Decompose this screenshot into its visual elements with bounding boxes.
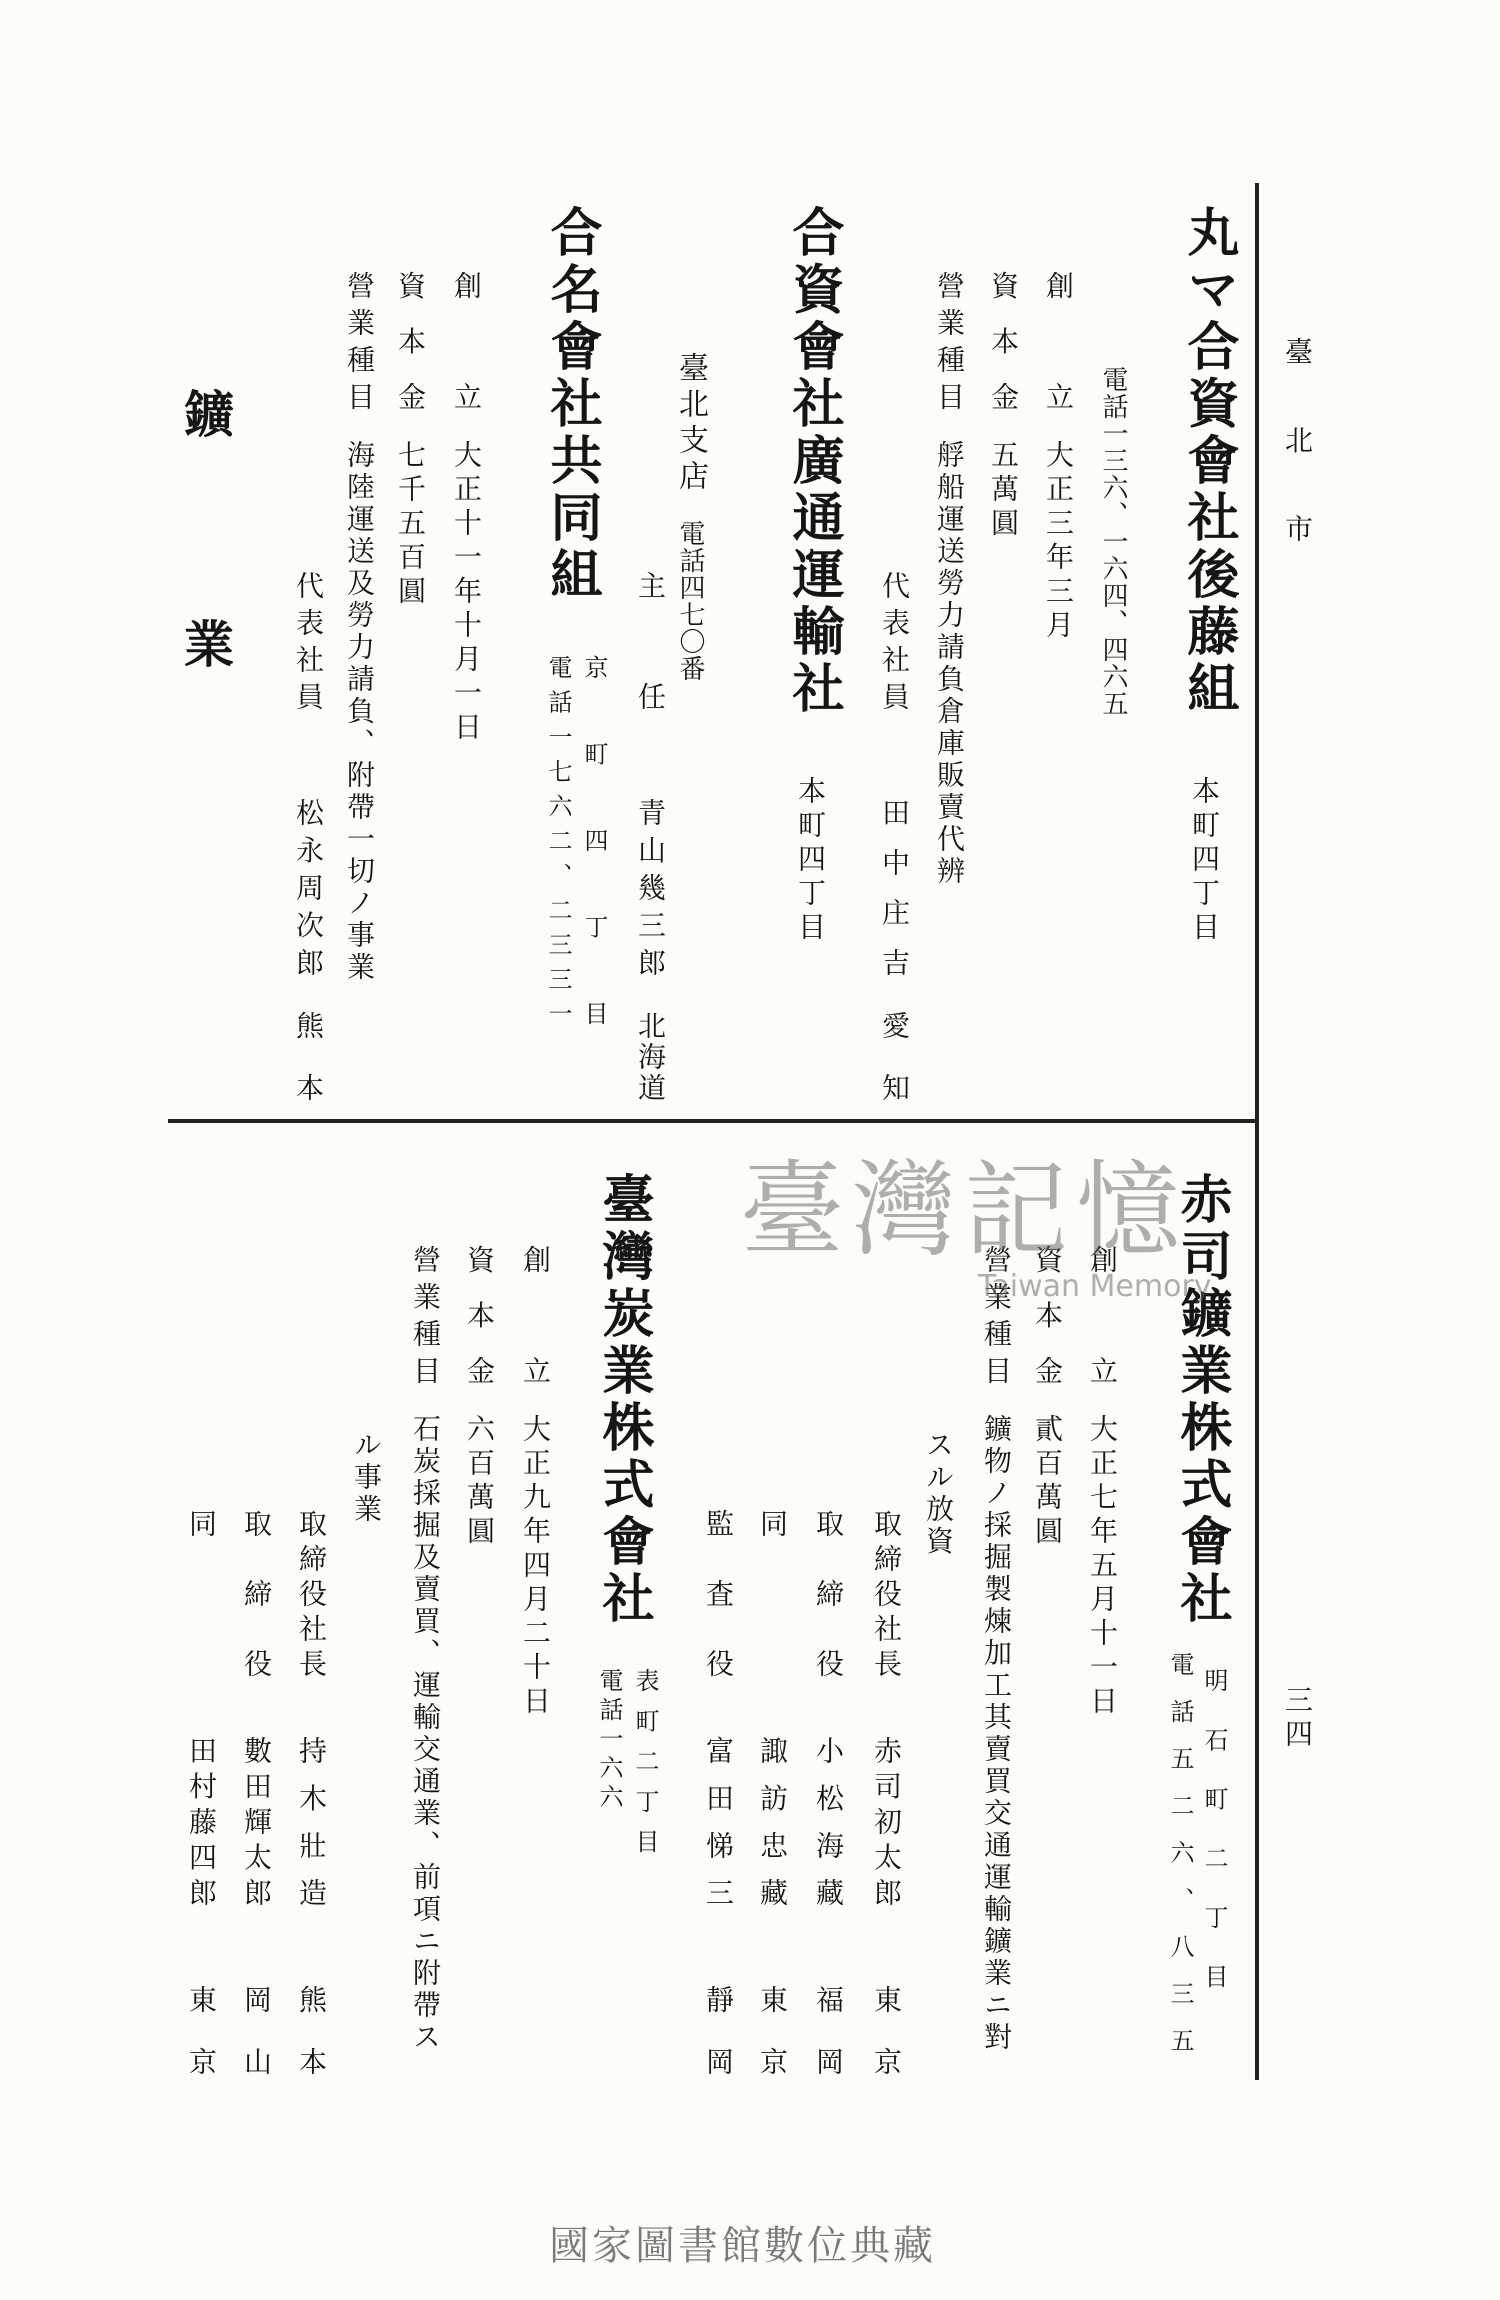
- company-name: 丸マ合資會社後藤組: [1178, 205, 1239, 718]
- company-name: 赤司鑛業株式會社: [1171, 1172, 1232, 1628]
- capital-value: 六百萬圓: [463, 1414, 496, 1550]
- officer-origin: 靜岡: [702, 1985, 735, 2075]
- officer-origin: 福岡: [812, 1985, 845, 2075]
- company-name: 臺灣炭業株式會社: [593, 1172, 654, 1628]
- officer-name: 諏訪忠藏: [756, 1736, 789, 1906]
- officer-name: 富田悌三: [702, 1736, 735, 1906]
- officer-title: 代表社員: [292, 571, 325, 710]
- officer-title: 代表社員: [878, 571, 911, 710]
- running-header-city: 臺北市: [1281, 337, 1314, 542]
- watermark-logo-text: 臺灣記憶: [740, 1149, 1189, 1271]
- founded-label: 創 立: [1042, 271, 1075, 410]
- business-label: 營業種目: [343, 271, 376, 410]
- business-label: 營業種目: [409, 1245, 442, 1384]
- officer-origin: 愛知: [878, 1011, 911, 1101]
- business-value: 艀船運送勞力請負倉庫販賣代辨: [933, 440, 966, 888]
- officer-title: 取締役社長: [870, 1509, 903, 1677]
- officer-origin: 岡山: [240, 1985, 273, 2075]
- business-value: 石炭採掘及賣買、運輸交通業、前項ニ附帶ス: [409, 1414, 442, 2054]
- watermark-logo-latin: Taiwan Memory: [978, 1269, 1212, 1304]
- company-address: 本町四丁目: [1188, 776, 1221, 946]
- officer-name: 持木壯造: [295, 1736, 328, 1906]
- capital-label: 資本金: [1031, 1245, 1064, 1384]
- founded-value: 大正七年五月十一日: [1086, 1414, 1119, 1720]
- officer-name: 數田輝太郎: [240, 1736, 273, 1906]
- company-address: 明石町二丁目: [1200, 1668, 1228, 1988]
- capital-value: 七千五百圓: [394, 440, 427, 610]
- branch-phone: 電話四七〇番: [675, 520, 705, 682]
- officer-origin: 東京: [870, 1985, 903, 2075]
- officer-name: 松永周次郎: [292, 798, 325, 976]
- officer-origin: 東京: [185, 1985, 218, 2075]
- company-address: 京町四丁目: [580, 655, 608, 1025]
- right-border-line: [1255, 183, 1259, 2080]
- officer-title: 同: [185, 1509, 218, 1537]
- founded-value: 大正十一年十月一日: [450, 440, 483, 746]
- company-name: 合名會社共同組: [541, 205, 602, 604]
- business-continuation: ル事業: [350, 1430, 383, 1526]
- officer-name: 小松海藏: [812, 1736, 845, 1906]
- company-phone: 電話一三六、一六四、四六五: [1098, 366, 1128, 717]
- capital-value: 貳百萬圓: [1031, 1414, 1064, 1550]
- company-phone: 電話五二六、八三五: [1166, 1652, 1194, 2052]
- founded-label: 創 立: [519, 1245, 552, 1384]
- officer-origin: 東京: [756, 1985, 789, 2075]
- officer-title: 監 査 役: [702, 1509, 735, 1677]
- officer-name: 赤司初太郎: [870, 1736, 903, 1906]
- officer-title: 取締役社長: [295, 1509, 328, 1677]
- founded-label: 創 立: [1086, 1245, 1119, 1384]
- archive-footer: 國家圖書館數位典藏: [549, 2223, 936, 2269]
- officer-title: 同: [756, 1509, 789, 1537]
- capital-value: 五萬圓: [987, 440, 1020, 542]
- officer-name: 田中庄吉: [878, 798, 911, 976]
- capital-label: 資本金: [987, 271, 1020, 410]
- company-address: 本町四丁目: [794, 776, 827, 946]
- officer-title: 主 任: [634, 571, 667, 710]
- business-continuation: スル放資: [922, 1430, 955, 1558]
- officer-name: 青山幾三郎: [634, 798, 667, 976]
- business-value: 鑛物ノ採掘製煉加工其賣買交通運輸鑛業ニ對: [980, 1414, 1013, 2054]
- founded-value: 大正九年四月二十日: [519, 1414, 552, 1720]
- officer-origin: 北海道: [634, 1011, 667, 1101]
- officer-title: 取 締 役: [812, 1509, 845, 1677]
- company-phone: 電話一六六: [595, 1668, 623, 1808]
- company-name: 合資會社廣通運輸社: [783, 205, 844, 718]
- business-label: 營業種目: [933, 271, 966, 410]
- branch-name: 臺北支店: [673, 352, 708, 496]
- page-number: 三四: [1281, 1685, 1314, 1753]
- officer-origin: 熊本: [295, 1985, 328, 2075]
- company-phone: 電話一七六二、二三三一: [544, 655, 572, 1025]
- business-value: 海陸運送及勞力請負、附帶一切ノ事業: [343, 440, 376, 984]
- business-label: 營業種目: [980, 1245, 1013, 1384]
- officer-origin: 熊本: [292, 1011, 325, 1101]
- officer-name: 田村藤四郎: [185, 1736, 218, 1906]
- section-divider-line: [168, 1119, 1259, 1123]
- founded-value: 大正三年三月: [1042, 440, 1075, 644]
- section-heading: 鑛 業: [176, 388, 235, 668]
- capital-label: 資本金: [463, 1245, 496, 1384]
- capital-label: 資本金: [394, 271, 427, 410]
- officer-title: 取 締 役: [240, 1509, 273, 1677]
- founded-label: 創 立: [450, 271, 483, 410]
- company-address: 表町二丁目: [631, 1668, 659, 1853]
